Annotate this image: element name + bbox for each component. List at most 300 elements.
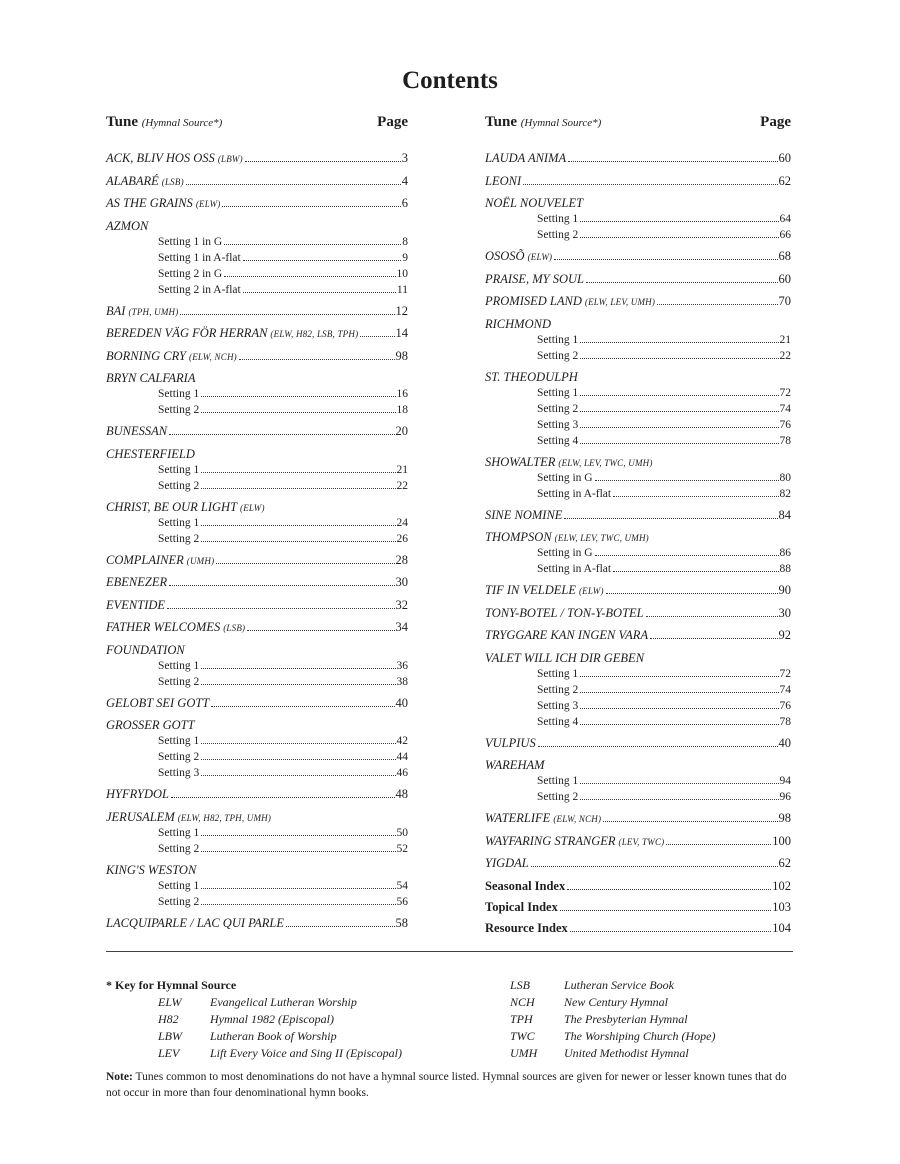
page-header: Page [760,114,791,130]
page-number: 44 [396,751,408,763]
dot-leader [580,221,778,222]
entry-name: WAREHAM [485,758,545,772]
page-number: 14 [395,326,408,340]
dot-leader [580,427,778,428]
dot-leader [570,931,771,932]
page-number: 84 [778,507,791,522]
entry-name: BAI [106,303,126,318]
page-number: 74 [779,402,791,415]
page-number: 100 [772,833,791,848]
entry-name: Setting in G [537,471,593,484]
entry-name: AZMON [106,218,149,233]
page-number: 96 [779,791,791,803]
hymnal-source: (LSB) [161,176,184,187]
dot-leader [169,585,394,586]
entry-name: ACK, BLIV HOS OSS [106,151,215,165]
page-number: 70 [778,294,791,308]
entry-name: BORNING CRY [106,348,186,363]
tune-group-heading [485,529,791,545]
tune-row [485,507,791,523]
entry-name: TONY-BOTEL / TON-Y-BOTEL [485,605,644,620]
key-abbreviation: H82 [158,1012,179,1026]
setting-row [158,674,408,690]
entry-name: Setting 2 [537,791,579,803]
dot-leader [201,904,395,905]
entry-name: Setting 1 [158,735,200,747]
entry-name: Setting in A-flat [537,487,612,500]
tune-row [485,173,791,189]
hymnal-source-header: (Hymnal Source*) [141,117,223,129]
contents-column-left [106,112,408,930]
page-number: 98 [778,811,791,825]
dot-leader [580,708,778,709]
entry-name: AS THE GRAINS [106,196,193,210]
key-hymnal-name: New Century Hymnal [564,995,668,1009]
tune-group-heading [106,446,408,462]
entry-name: LAUDA ANIMA [485,151,567,165]
dot-leader [613,571,778,572]
entry-name: Setting 2 [158,479,200,492]
key-abbreviation: NCH [510,995,535,1009]
tune-group-heading [106,218,408,234]
note-label: Note: [106,1071,133,1083]
dot-leader [554,259,777,260]
dot-leader [201,743,395,744]
tune-row [485,293,791,309]
page-number: 40 [778,735,791,750]
dot-leader [216,563,394,564]
setting-row [537,385,791,401]
tune-group-heading [106,370,408,386]
entry-name: Setting 1 in G [158,235,223,248]
entry-name: COMPLAINER [106,552,184,567]
entry-name: Setting 2 [158,842,200,855]
page-number: 74 [779,683,791,696]
page-header: Page [377,114,408,130]
setting-row [158,658,408,674]
setting-row [537,211,791,227]
tune-header-label: Tune [106,114,138,130]
setting-row [537,348,791,364]
entry-name: Setting 2 [537,683,579,696]
page-number: 82 [779,487,791,500]
page-number: 21 [779,333,791,346]
page-number: 18 [396,404,408,416]
hymnal-source: (ELW, LEV, UMH) [584,297,656,307]
entry-name: SHOWALTER [485,454,556,469]
dot-leader [201,525,395,526]
setting-row [158,250,408,266]
tune-row [106,695,408,711]
tune-group-heading [485,316,791,332]
page-number: 10 [396,267,408,280]
page-number: 68 [778,249,791,263]
key-abbreviation: TPH [510,1012,533,1026]
entry-name: TIF IN VELDELE [485,583,576,597]
entry-name: JERUSALEM [106,809,175,824]
entry-name: YIGDAL [485,856,529,870]
entry-name: Topical Index [485,899,558,914]
page-number: 80 [779,471,791,484]
dot-leader [224,244,401,245]
key-heading: * Key for Hymnal Source [106,978,237,992]
entry-name: Setting in G [537,547,593,559]
dot-leader [224,276,395,277]
tune-row [106,150,408,166]
entry-name: Resource Index [485,920,568,935]
entry-name: Setting 2 [158,751,200,763]
entry-name: Setting 2 [537,349,579,362]
page-number: 98 [395,348,408,363]
tune-row [106,552,408,568]
setting-row [537,486,791,502]
column-header [485,112,791,148]
entry-name: Setting 2 [158,895,200,908]
page-number: 26 [396,532,408,545]
page-number: 36 [396,659,408,672]
tune-row [485,271,791,287]
page-number: 78 [779,434,791,447]
key-row [158,1045,402,1062]
entry-name: Setting 1 [158,659,200,672]
entry-name: WATERLIFE [485,811,551,825]
dot-leader [580,411,778,412]
setting-row [537,682,791,698]
tune-group-heading [485,195,791,211]
entry-name: BRYN CALFARIA [106,371,196,385]
dot-leader [657,304,777,305]
tune-row [106,303,408,319]
page-number: 88 [779,563,791,575]
divider [106,951,793,952]
entry-name: Setting 4 [537,434,579,447]
dot-leader [523,184,777,185]
key-abbreviation: UMH [510,1046,538,1060]
entry-name: EVENTIDE [106,597,166,612]
setting-row [537,561,791,577]
dot-leader [247,630,394,631]
page-number: 12 [395,303,408,318]
dot-leader [286,926,394,927]
dot-leader [580,342,778,343]
entry-name: Setting 1 [158,879,200,892]
tune-row [106,915,408,931]
contents-column-right [485,112,791,935]
dot-leader [201,396,395,397]
hymnal-source: (ELW, LEV, TWC, UMH) [558,457,653,468]
hymnal-source: (ELW) [195,199,221,209]
dot-leader [222,206,400,207]
setting-row [158,478,408,494]
page-number: 8 [402,235,408,248]
key-row [158,1011,402,1028]
dot-leader [201,835,395,836]
setting-row [158,894,408,910]
dot-leader [595,555,779,556]
entry-name: Setting 1 [537,213,579,225]
setting-row [537,332,791,348]
tune-group-heading [106,717,408,733]
dot-leader [201,488,395,489]
index-row [485,878,791,894]
dot-leader [243,260,402,261]
entry-name: Setting in A-flat [537,563,612,575]
key-row [158,1028,402,1045]
key-list-right [510,977,715,1062]
tune-row [106,173,408,189]
hymnal-source: (ELW, NCH) [189,351,237,362]
setting-row [158,825,408,841]
dot-leader [169,434,394,435]
dot-leader [580,783,778,784]
entry-name: Setting 1 [158,463,200,476]
page-number: 76 [779,699,791,712]
tune-header-label: Tune [485,114,517,130]
dot-leader [201,851,395,852]
setting-row [537,470,791,486]
key-row [510,994,715,1011]
key-hymnal-name: Lutheran Book of Worship [210,1029,337,1043]
tune-group-heading [106,499,408,515]
setting-row [537,417,791,433]
page-number: 20 [395,424,408,438]
dot-leader [580,395,778,396]
tune-row [485,582,791,598]
key-hymnal-name: The Worshiping Church (Hope) [564,1029,716,1043]
page-number: 48 [395,787,408,801]
entry-name: Setting 2 [537,402,579,415]
tune-group-heading [485,369,791,385]
entry-name: Setting 1 [537,386,579,399]
page-number: 60 [778,151,791,165]
dot-leader [650,638,777,639]
dot-leader [560,910,771,911]
setting-row [158,841,408,857]
tune-row [485,248,791,264]
page-number: 56 [396,895,408,908]
page-number: 104 [772,920,791,935]
entry-name: CHRIST, BE OUR LIGHT [106,499,238,514]
entry-name: KING'S WESTON [106,862,197,877]
dot-leader [568,161,777,162]
entry-name: THOMPSON [485,530,552,544]
page-number: 60 [778,271,791,286]
page-number: 92 [778,628,791,642]
dot-leader [239,359,395,360]
tune-group-heading [106,809,408,825]
tune-row [106,597,408,613]
entry-name: BEREDEN VÄG FÖR HERRAN [106,326,268,340]
page-number: 94 [779,775,791,787]
page-number: 24 [396,516,408,529]
entry-name: Setting 3 [537,418,579,431]
entry-name: Setting 1 [537,333,579,346]
page-number: 64 [779,213,791,225]
dot-leader [201,775,395,776]
key-abbreviation: LBW [158,1029,182,1043]
tune-row [485,605,791,621]
dot-leader [603,821,777,822]
dot-leader [201,684,395,685]
entry-name: Setting 2 [158,404,200,416]
setting-row [537,666,791,682]
entry-name: TRYGGARE KAN INGEN VARA [485,628,649,642]
entry-name: PROMISED LAND [485,294,582,308]
entry-name: Seasonal Index [485,878,566,893]
page-number: 72 [779,667,791,680]
hymnal-source: (ELW, H82, LSB, TPH) [270,329,359,339]
dot-leader [564,518,777,519]
page-number: 34 [395,620,408,634]
entry-name: PRAISE, MY SOUL [485,271,584,286]
page-number: 22 [779,349,791,362]
entry-name: VULPIUS [485,735,536,750]
entry-name: RICHMOND [485,316,551,331]
tune-row [106,423,408,439]
setting-row [537,401,791,417]
entry-name: HYFRYDOL [106,787,169,801]
key-hymnal-name: Lift Every Voice and Sing II (Episcopal) [210,1046,402,1060]
entry-name: Setting 1 [158,516,200,529]
dot-leader [201,668,395,669]
dot-leader [580,358,778,359]
page-number: 62 [778,856,791,870]
key-row [510,1011,715,1028]
tune-row [485,735,791,751]
dot-leader [360,336,394,337]
dot-leader [586,282,778,283]
dot-leader [243,292,396,293]
entry-name: ALABARÉ [106,173,159,188]
tune-header [485,112,601,133]
setting-row [158,462,408,478]
hymnal-source: (ELW) [240,502,265,513]
setting-row [158,765,408,781]
tune-row [106,786,408,802]
dot-leader [580,443,778,444]
tune-header [106,112,222,133]
page-number: 28 [395,552,408,567]
hymnal-source: (ELW, NCH) [553,814,602,824]
entry-name: Setting 2 in A-flat [158,283,241,296]
entry-name: CHESTERFIELD [106,446,195,461]
page-number: 9 [402,251,408,264]
entry-name: FATHER WELCOMES [106,620,221,634]
entry-name: Setting 3 [158,767,200,779]
hymnal-source: (TPH, UMH) [128,306,179,317]
dot-leader [646,616,778,617]
tune-group-heading [106,642,408,658]
page-number: 103 [772,899,791,914]
page-number: 42 [396,735,408,747]
index-row [485,899,791,915]
dot-leader [567,889,771,890]
page-number: 86 [779,547,791,559]
entry-name: Setting 1 [158,388,200,400]
dot-leader [245,161,401,162]
setting-row [158,266,408,282]
dot-leader [180,314,394,315]
page-number: 22 [396,479,408,492]
entry-name: Setting 4 [537,715,579,728]
dot-leader [186,184,401,185]
tune-row [106,619,408,635]
setting-row [158,531,408,547]
entry-name: LEONI [485,173,522,188]
page-title: Contents [402,67,498,94]
tune-row [106,348,408,364]
tune-group-heading [106,862,408,878]
page-number: 38 [396,675,408,688]
setting-row [537,698,791,714]
entry-name: VALET WILL ICH DIR GEBEN [485,650,645,665]
dot-leader [606,593,778,594]
setting-row [158,733,408,749]
entry-name: Setting 1 [158,826,200,839]
dot-leader [201,541,395,542]
note-text: Tunes common to most denominations do not have a hymnal source listed. Hymnal sources are given for newer or lesser known tunes that do not occur in more than four denominational hymn books. [106,1071,787,1099]
dot-leader [171,797,395,798]
key-row [510,1045,715,1062]
key-abbreviation: TWC [510,1029,535,1043]
entry-name: Setting 1 [537,775,579,787]
dot-leader [201,412,395,413]
page-number: 90 [778,583,791,597]
page-number: 40 [395,695,408,710]
dot-leader [201,759,395,760]
dot-leader [201,888,395,889]
dot-leader [211,706,394,707]
key-list-left [158,994,402,1062]
hymnal-source: (ELW) [527,252,553,262]
tune-group-heading [485,454,791,470]
index-row [485,920,791,936]
entry-name: Setting 1 [537,667,579,680]
tune-group-heading [485,650,791,666]
setting-row [158,234,408,250]
entry-name: Setting 1 in A-flat [158,251,241,264]
setting-row [158,402,408,418]
dot-leader [580,724,778,725]
dot-leader [595,480,779,481]
dot-leader [580,799,778,800]
key-abbreviation: ELW [158,995,182,1009]
key-row [158,994,402,1011]
hymnal-source: (ELW, H82, TPH, UMH) [177,812,272,823]
entry-name: EBENEZER [106,575,168,589]
page-number: 58 [395,915,408,930]
column-header [106,112,408,148]
setting-row [537,714,791,730]
tune-row [106,325,408,341]
setting-row [158,878,408,894]
entry-name: OSOSÕ [485,249,525,263]
entry-name: ST. THEODULPH [485,369,578,384]
page-number: 78 [779,715,791,728]
page-number: 54 [396,879,408,892]
hymnal-source: (ELW, LEV, TWC, UMH) [554,533,649,543]
tune-row [485,810,791,826]
entry-name: GELOBT SEI GOTT [106,695,210,710]
page-number: 66 [779,229,791,241]
dot-leader [201,472,395,473]
key-hymnal-name: United Methodist Hymnal [564,1046,689,1060]
tune-row [485,833,791,849]
dot-leader [531,866,778,867]
page-number: 102 [772,878,791,893]
hymnal-source: (UMH) [186,555,215,566]
page-number: 46 [396,767,408,779]
